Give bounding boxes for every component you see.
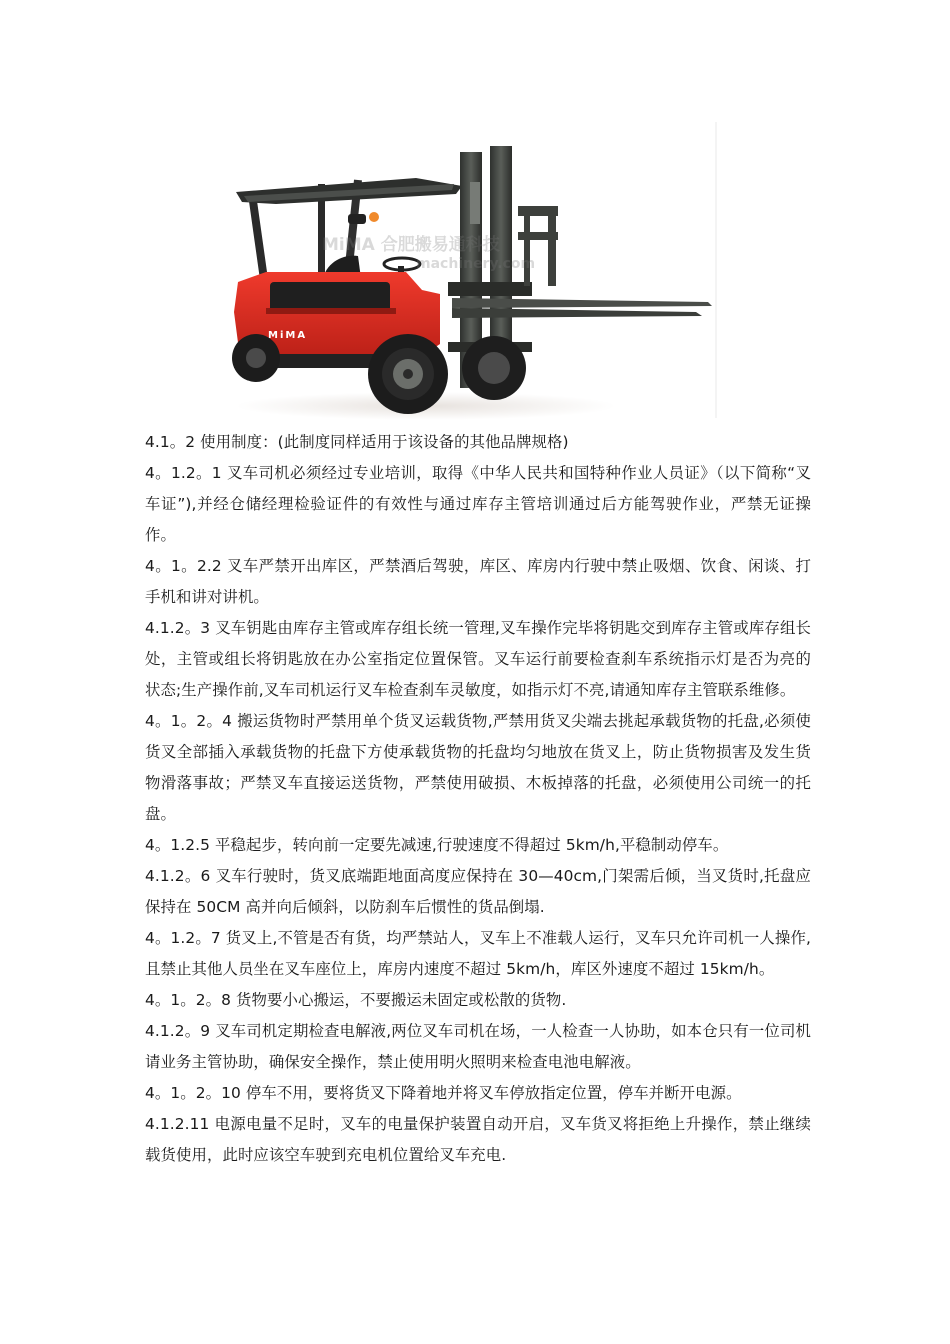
document-body [145, 427, 811, 1171]
paragraph-4-1-2-1: 4。1.2。1 叉车司机必须经过专业培训，取得《中华人民共和国特种作业人员证》（以下简称“叉车证”),并经仓储经理检验证件的有效性与通过库存主管培训通过后方能驾驶作业，严禁无证操作。 [145, 464, 811, 544]
paragraph-4-1-2-8: 4。1。2。8 货物要小心搬运，不要搬运未固定或松散的货物. [145, 991, 567, 1009]
paragraph-4-1-2-5: 4。1.2.5 平稳起步，转向前一定要先减速,行驶速度不得超过 5km/h,平稳制动停车。 [145, 836, 729, 854]
forklift-photo [226, 122, 718, 422]
paragraph-4-1-2-6: 4.1.2。6 叉车行驶时，货叉底端距地面高度应保持在 30—40cm,门架需后倾，当叉货时,托盘应保持在 50CM 高并向后倾斜，以防刹车后惯性的货品倒塌. [145, 867, 811, 916]
svg-text:MiMA 合肥搬易通科技: MiMA 合肥搬易通科技 [322, 235, 500, 255]
paragraph-4-1-2-7: 4。1.2。7 货叉上,不管是否有货，均严禁站人，叉车上不准载人运行，叉车只允许司机一人操作,且禁止其他人员坐在叉车座位上，库房内速度不超过 5km/h，库区外速度不超过 15km/h。 [145, 929, 811, 978]
brand-label: MiMA [268, 330, 308, 341]
paragraph-4-1-2-9: 4.1.2。9 叉车司机定期检查电解液,两位叉车司机在场，一人检查一人协助，如本仓只有一位司机请业务主管协助，确保安全操作，禁止使用明火照明来检查电池电解液。 [145, 1022, 811, 1071]
paragraph-4-1-2-10: 4。1。2。10 停车不用，要将货叉下降着地并将叉车停放指定位置，停车并断开电源。 [145, 1084, 742, 1102]
paragraph-4-1-2-2: 4。1。2.2 叉车严禁开出库区，严禁酒后驾驶，库区、库房内行驶中禁止吸烟、饮食、闲谈、打手机和讲对讲机。 [145, 557, 811, 606]
paragraph-4-1-2-4: 4。1。2。4 搬运货物时严禁用单个货叉运载货物,严禁用货叉尖端去挑起承载货物的托盘,必须使货叉全部插入承载货物的托盘下方使承载货物的托盘均匀地放在货叉上，防止货物损害及发生货物滑落事故；严禁叉车直接运送货物，严禁使用破损、木板掉落的托盘，必须使用公司统一的托盘。 [145, 712, 811, 823]
paragraph-4-1-2-11: 4.1.2.11 电源电量不足时，叉车的电量保护装置自动开启，叉车货叉将拒绝上升操作，禁止继续载货使用，此时应该空车驶到充电机位置给叉车充电. [145, 1115, 811, 1164]
paragraph-4-1-2-3: 4.1.2。3 叉车钥匙由库存主管或库存组长统一管理,叉车操作完毕将钥匙交到库存主管或库存组长处，主管或组长将钥匙放在办公室指定位置保管。叉车运行前要检查刹车系统指示灯是否为亮的状态;生产操作前,叉车司机运行叉车检查刹车灵敏度，如指示灯不亮,请通知库存主管联系维修。 [145, 619, 811, 699]
paragraph-4-1-2: 4.1。2 使用制度：(此制度同样适用于该设备的其他品牌规格) [145, 433, 569, 451]
svg-text:machinery.com: machinery.com [416, 256, 536, 272]
